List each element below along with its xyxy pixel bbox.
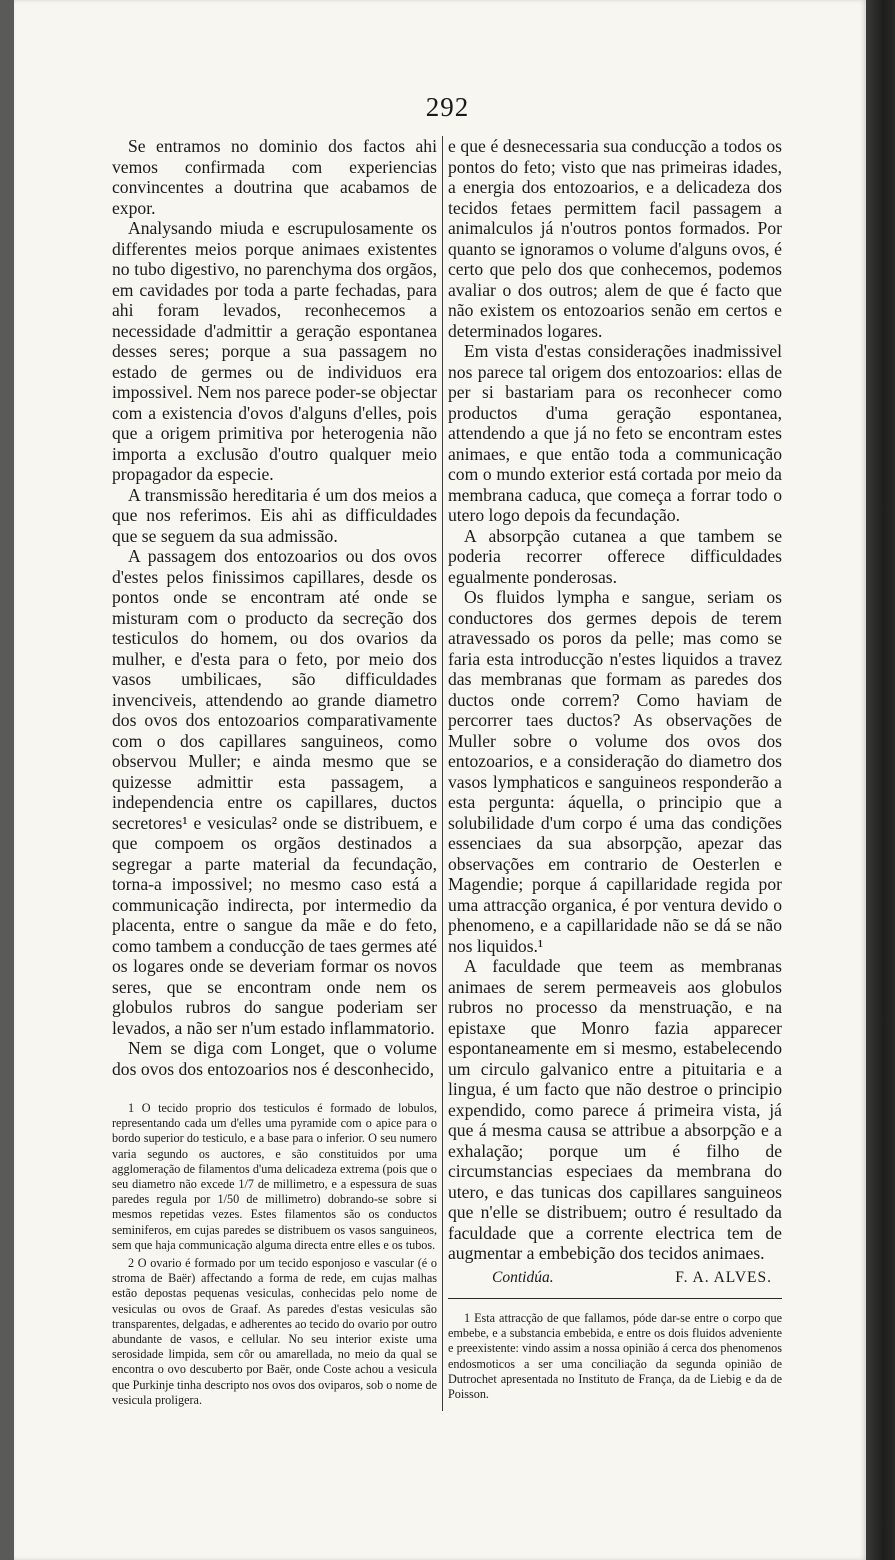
footnotes	[448, 1311, 782, 1402]
paragraph: A transmissão hereditaria é um dos meios a que nos referimos. Eis ahi as difficuldades que se seguem da sua admissão.	[112, 484, 437, 546]
signature-line	[448, 1268, 782, 1289]
column-divider	[442, 136, 443, 1411]
continued-note: Contidúa.	[492, 1268, 554, 1286]
footnote-rule	[448, 1298, 782, 1299]
paragraph: Os fluidos lympha e sangue, seriam os conductores dos germes depois de terem atravessado os poros da pelle; mas como se faria esta introducção n'estes liquidos a travez das membranas que formam as paredes dos ductos onde correm? Como haviam de percorrer taes ductos? As observações de Muller sobre o volume dos ovos dos entozoarios, e a consideração do diametro dos vasos lymphaticos e sanguineos responderão a esta pergunta: áquella, o principio que a solubilidade d'um corpo é uma das condições essenciaes da sua absorpção, apezar das observações em contrario de Oesterlen e Magendie; porque á capillaridade regida por uma attracção organica, é por ventura devido o phenomeno, e a capillaridade não se dá se não nos liquidos.¹	[448, 587, 782, 956]
paragraph: A absorpção cutanea a que tambem se poderia recorrer offerece difficuldades egualmente ponderosas.	[448, 525, 782, 587]
paragraph: Nem se diga com Longet, que o volume dos ovos dos entozoarios nos é desconhecido,	[112, 1038, 437, 1079]
page-number: 292	[425, 92, 470, 122]
footnote: 1 Esta attracção de que fallamos, póde dar-se entre o corpo que embebe, e a substancia embebida, e entre os dois fluidos adveniente e preexistente: vindo assim a nossa opinião á cerca dos phenomenos endosmoticos a ser uma conciliação da segunda opinião de Dutrochet apresentada no Instituto de França, da de Liebig e da de Poisson.	[448, 1311, 782, 1402]
footnotes	[112, 1101, 437, 1408]
paragraph: e que é desnecessaria sua conducção a todos os pontos do feto; visto que nas primeiras idades, a energia dos entozoarios, e a delicadeza dos tecidos fetaes permittem facil passagem a animalculos já n'outros pontos formados. Por quanto se ignoramos o volume d'alguns ovos, é certo que pelo dos que conhecemos, podemos avaliar o dos outros; alem de que é facto que não existem os entozoarios senão em certos e determinados logares.	[448, 136, 782, 341]
paragraph: Em vista d'estas considerações inadmissivel nos parece tal origem dos entozoarios: ellas de per si bastariam para os reconhecer como productos d'uma geração espontanea, attendendo a que já no feto se encontram estes animaes, e que então toda a communicação com o mundo exterior está cortada por meio da membrana caduca, que começa a forrar todo o utero logo depois da fecundação.	[448, 341, 782, 525]
paragraph: A passagem dos entozoarios ou dos ovos d'estes pelos finissimos capillares, desde os pontos onde se encontram até onde se misturam com o producto da secreção dos testiculos do homem, ou dos ovarios da mulher, e d'esta para o feto, por meio dos vasos umbilicaes, são difficuldades invenciveis, attendendo ao grande diametro dos ovos dos entozoarios comparativamente com o dos capillares sanguineos, como observou Muller; e ainda mesmo que se quizesse admittir esta passagem, a independencia entre os capillares, ductos secretores¹ e vesiculas² onde se distribuem, e que compoem os orgãos destinados a segregar a parte material da fecundação, torna-a impossivel; no mesmo caso está a communicação indirecta, por intermedio da placenta, entre o sangue da mãe e do feto, como tambem a conducção de taes germes até os logares onde se deveriam formar os novos seres, que se encontram onde nem os globulos rubros do sangue poderiam ser levados, a não ser n'um estado inflammatorio.	[112, 546, 437, 1038]
paragraph: Se entramos no dominio dos factos ahi vemos confirmada com experiencias convincentes a doutrina que acabamos de expor.	[112, 136, 437, 218]
footnote: 2 O ovario é formado por um tecido esponjoso e vascular (é o stroma de Baër) affectando a forma de rede, em cujas malhas estão depostas pequenas vesiculas, conhecidas pelo nome de vesiculas ou ovos de Graaf. As paredes d'estas vesiculas são transparentes, delgadas, e adherentes ao tecido do ovario por outro abundante de vasos, e cellular. No seu interior existe uma serosidade limpida, sem côr ou amarellada, no meio da qual se encontra o ovo descuberto por Baër, onde Coste achou a vesicula que Purkinje tinha descripto nos ovos dos oviparos, sob o nome de vesicula proligera.	[112, 1256, 437, 1407]
author-name: F. A. ALVES.	[675, 1268, 772, 1286]
paragraph: A faculdade que teem as membranas animaes de serem permeaveis aos globulos rubros no processo da menstruação, e na epistaxe que Monro fazia apparecer espontaneamente em si mesmo, estabelecendo um circulo galvanico entre a pituitaria e a lingua, é um facto que não destroe o principio expendido, como parece á primeira vista, já que á mesma causa se attribue a absorpção e a exhalação; porque um é filho de circumstancias especiaes da membrana do utero, e das tunicas dos capillares sanguineos que n'elle se distribuem; outro é resultado da faculdade que a corrente electrica tem de augmentar a embebição dos tecidos animaes.	[448, 956, 782, 1263]
book-spine-edge	[866, 0, 895, 1560]
right-column	[448, 136, 782, 1405]
left-column	[112, 136, 437, 1411]
paragraph: Analysando miuda e escrupulosamente os differentes meios porque animaes existentes no tubo digestivo, no parenchyma dos orgãos, em cavidades por toda a parte fechadas, para ahi foram levados, reconhecemos a necessidade d'admittir a geração espontanea desses seres; porque a sua passagem no estado de germes ou de individuos era impossivel. Nem nos parece poder-se objectar com a existencia d'ovos d'alguns d'elles, pois que a origem primitiva por heterogenia não importa a exclusão d'outro qualquer meio propagador da especie.	[112, 218, 437, 484]
footnote: 1 O tecido proprio dos testiculos é formado de lobulos, representando cada um d'elles uma pyramide com o apice para o bordo superior do testiculo, e a base para o inferior. O seu numero varia segundo os auctores, e são constituidos por uma agglomeração de filamentos d'uma delicadeza extrema (pois que o seu diametro não excede 1/7 de millimetro, e a espessura de suas paredes regula por 1/50 de millimetro) dobrando-se sobre si mesmos repetidas vezes. Estes filamentos são os conductos seminiferos, em cujas paredes se distribuem os vasos sanguineos, sem que haja communicação alguma directa entre elles e os tubos.	[112, 1101, 437, 1252]
